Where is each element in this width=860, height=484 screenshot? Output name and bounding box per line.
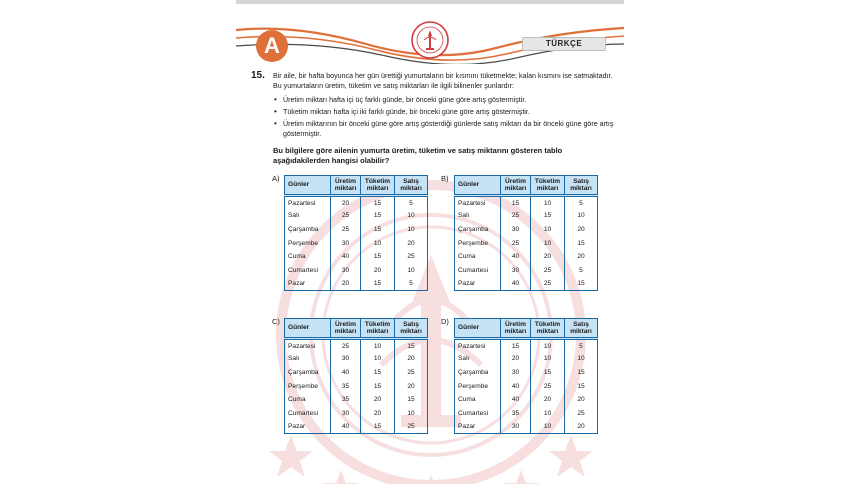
cell-sales: 10 (395, 263, 428, 277)
cell-sales: 15 (565, 236, 598, 250)
option-c-table (284, 318, 428, 434)
cell-production: 25 (331, 209, 361, 223)
cell-production: 30 (501, 223, 531, 237)
cell-consumption: 10 (531, 223, 565, 237)
cell-sales: 10 (395, 406, 428, 420)
table-row (455, 366, 598, 380)
cell-sales: 25 (565, 406, 598, 420)
table-row (455, 339, 598, 353)
table-row (285, 250, 428, 264)
cell-day: Pazartesi (455, 196, 501, 210)
cell-day: Salı (285, 352, 331, 366)
cell-consumption: 10 (531, 339, 565, 353)
question-text: Bir aile, bir hafta boyunca her gün ürettiği yumurtaların bir kısmını tüketmekte; kalan kısmını ise satmaktadır. Bu yumurtaların üretim, tüketim ve satış miktarları ile ilgili bilinenler şunlardır: (273, 72, 613, 91)
cell-day: Pazar (455, 420, 501, 434)
bullet-item: • Üretim miktarının bir önceki güne göre artış gösterdiği günlerde satış miktarı da bir önceki güne göre artış göstermiştir. (274, 119, 614, 139)
cell-day: Pazartesi (455, 339, 501, 353)
option-d-table (454, 318, 598, 434)
cell-day: Çarşamba (455, 223, 501, 237)
cell-production: 40 (501, 393, 531, 407)
cell-production: 30 (331, 352, 361, 366)
cell-production: 40 (331, 366, 361, 380)
cell-consumption: 10 (531, 352, 565, 366)
table-row (455, 420, 598, 434)
table-row (285, 393, 428, 407)
cell-production: 20 (331, 196, 361, 210)
cell-day: Salı (285, 209, 331, 223)
cell-day: Cuma (285, 250, 331, 264)
cell-consumption: 20 (361, 263, 395, 277)
header-days: Günler (455, 319, 501, 339)
cell-consumption: 25 (531, 379, 565, 393)
cell-production: 30 (331, 263, 361, 277)
header-sales: Satış miktarı (395, 176, 428, 196)
cell-production: 25 (501, 236, 531, 250)
header-days: Günler (285, 176, 331, 196)
cell-production: 20 (501, 352, 531, 366)
cell-consumption: 20 (361, 406, 395, 420)
cell-sales: 15 (395, 393, 428, 407)
cell-day: Perşembe (455, 236, 501, 250)
table-row (285, 406, 428, 420)
cell-consumption: 20 (531, 393, 565, 407)
cell-consumption: 15 (361, 366, 395, 380)
cell-consumption: 10 (531, 406, 565, 420)
table-row (285, 196, 428, 210)
cell-sales: 15 (565, 277, 598, 291)
option-b-label[interactable]: B) (441, 174, 449, 183)
table-row (285, 352, 428, 366)
table-row (285, 223, 428, 237)
cell-sales: 5 (395, 196, 428, 210)
cell-production: 35 (331, 393, 361, 407)
cell-consumption: 25 (531, 277, 565, 291)
cell-consumption: 15 (361, 420, 395, 434)
booklet-badge: A (256, 30, 288, 62)
cell-sales: 15 (395, 339, 428, 353)
cell-day: Perşembe (455, 379, 501, 393)
top-bar (236, 0, 624, 4)
cell-consumption: 15 (361, 250, 395, 264)
cell-sales: 20 (565, 393, 598, 407)
cell-sales: 20 (395, 236, 428, 250)
cell-production: 35 (331, 379, 361, 393)
cell-sales: 25 (395, 366, 428, 380)
cell-consumption: 10 (361, 339, 395, 353)
cell-day: Pazar (455, 277, 501, 291)
cell-consumption: 15 (361, 196, 395, 210)
bullet-item: • Tüketim miktarı hafta içi iki farklı günde, bir önceki güne göre artış göstermiştir. (274, 107, 614, 117)
cell-production: 30 (501, 420, 531, 434)
cell-consumption: 20 (531, 250, 565, 264)
bullet-item: • Üretim miktarı hafta içi üç farklı günde, bir önceki güne göre artış göstermiştir. (274, 95, 614, 105)
cell-day: Cuma (455, 250, 501, 264)
cell-day: Pazar (285, 277, 331, 291)
cell-production: 30 (501, 366, 531, 380)
exam-page (236, 0, 624, 484)
cell-consumption: 10 (361, 352, 395, 366)
table-row (455, 209, 598, 223)
table-row (285, 236, 428, 250)
cell-sales: 20 (395, 379, 428, 393)
cell-production: 25 (331, 339, 361, 353)
cell-consumption: 10 (531, 420, 565, 434)
cell-production: 20 (331, 277, 361, 291)
cell-production: 30 (331, 406, 361, 420)
cell-consumption: 10 (531, 196, 565, 210)
cell-consumption: 10 (361, 236, 395, 250)
cell-sales: 5 (565, 263, 598, 277)
cell-day: Cumartesi (285, 263, 331, 277)
table-row (285, 277, 428, 291)
cell-sales: 5 (395, 277, 428, 291)
cell-consumption: 20 (361, 393, 395, 407)
cell-sales: 20 (565, 420, 598, 434)
cell-day: Çarşamba (455, 366, 501, 380)
option-a-label[interactable]: A) (272, 174, 280, 183)
cell-day: Perşembe (285, 236, 331, 250)
table-row (455, 263, 598, 277)
table-row (285, 209, 428, 223)
cell-consumption: 15 (531, 209, 565, 223)
question-prompt: Bu bilgilere göre ailenin yumurta üretim, tüketim ve satış miktarını gösteren tablo aşağıdakilerden hangisi olabilir? (273, 146, 563, 166)
cell-day: Pazartesi (285, 339, 331, 353)
cell-day: Cumartesi (455, 406, 501, 420)
cell-day: Çarşamba (285, 366, 331, 380)
cell-production: 40 (501, 379, 531, 393)
cell-sales: 10 (395, 223, 428, 237)
cell-day: Salı (455, 352, 501, 366)
header-production: Üretim miktarı (331, 176, 361, 196)
cell-consumption: 15 (361, 223, 395, 237)
cell-production: 25 (331, 223, 361, 237)
table-row (455, 379, 598, 393)
table-row (455, 223, 598, 237)
header-consumption: Tüketim miktarı (531, 319, 565, 339)
header-production: Üretim miktarı (331, 319, 361, 339)
bullet-list (274, 95, 614, 141)
cell-day: Cuma (455, 393, 501, 407)
cell-production: 15 (501, 196, 531, 210)
table-row (285, 339, 428, 353)
cell-sales: 5 (565, 339, 598, 353)
cell-production: 40 (331, 420, 361, 434)
header-consumption: Tüketim miktarı (361, 176, 395, 196)
cell-production: 40 (501, 277, 531, 291)
header-production: Üretim miktarı (501, 319, 531, 339)
cell-production: 15 (501, 339, 531, 353)
ministry-seal-icon (410, 20, 450, 60)
cell-day: Salı (455, 209, 501, 223)
table-row (285, 366, 428, 380)
cell-sales: 10 (395, 209, 428, 223)
cell-production: 40 (331, 250, 361, 264)
table-row (455, 196, 598, 210)
cell-sales: 15 (565, 366, 598, 380)
cell-day: Çarşamba (285, 223, 331, 237)
cell-sales: 10 (565, 352, 598, 366)
cell-consumption: 15 (361, 379, 395, 393)
cell-production: 25 (501, 209, 531, 223)
subject-label: TÜRKÇE (522, 37, 606, 51)
cell-day: Perşembe (285, 379, 331, 393)
table-row (455, 236, 598, 250)
option-c-label[interactable]: C) (272, 317, 280, 326)
table-row (285, 379, 428, 393)
cell-sales: 5 (565, 196, 598, 210)
table-row (285, 263, 428, 277)
cell-sales: 20 (565, 223, 598, 237)
table-row (285, 420, 428, 434)
header-production: Üretim miktarı (501, 176, 531, 196)
table-row (455, 393, 598, 407)
cell-production: 30 (331, 236, 361, 250)
cell-sales: 10 (565, 209, 598, 223)
cell-consumption: 15 (361, 209, 395, 223)
header-consumption: Tüketim miktarı (361, 319, 395, 339)
cell-day: Cumartesi (285, 406, 331, 420)
table-row (455, 277, 598, 291)
table-row (455, 406, 598, 420)
header-sales: Satış miktarı (565, 176, 598, 196)
cell-day: Pazartesi (285, 196, 331, 210)
header-consumption: Tüketim miktarı (531, 176, 565, 196)
cell-day: Pazar (285, 420, 331, 434)
cell-production: 35 (501, 406, 531, 420)
cell-day: Cuma (285, 393, 331, 407)
header-days: Günler (455, 176, 501, 196)
cell-consumption: 15 (531, 366, 565, 380)
cell-sales: 25 (395, 420, 428, 434)
cell-consumption: 10 (531, 236, 565, 250)
header-days: Günler (285, 319, 331, 339)
cell-consumption: 25 (531, 263, 565, 277)
question-number: 15. (251, 70, 265, 81)
cell-sales: 20 (565, 250, 598, 264)
cell-consumption: 15 (361, 277, 395, 291)
cell-day: Cumartesi (455, 263, 501, 277)
option-d-label[interactable]: D) (441, 317, 449, 326)
option-a-table (284, 175, 428, 291)
cell-production: 40 (501, 250, 531, 264)
header-sales: Satış miktarı (395, 319, 428, 339)
cell-production: 30 (501, 263, 531, 277)
cell-sales: 15 (565, 379, 598, 393)
cell-sales: 25 (395, 250, 428, 264)
table-row (455, 250, 598, 264)
cell-sales: 20 (395, 352, 428, 366)
option-b-table (454, 175, 598, 291)
table-row (455, 352, 598, 366)
header-sales: Satış miktarı (565, 319, 598, 339)
